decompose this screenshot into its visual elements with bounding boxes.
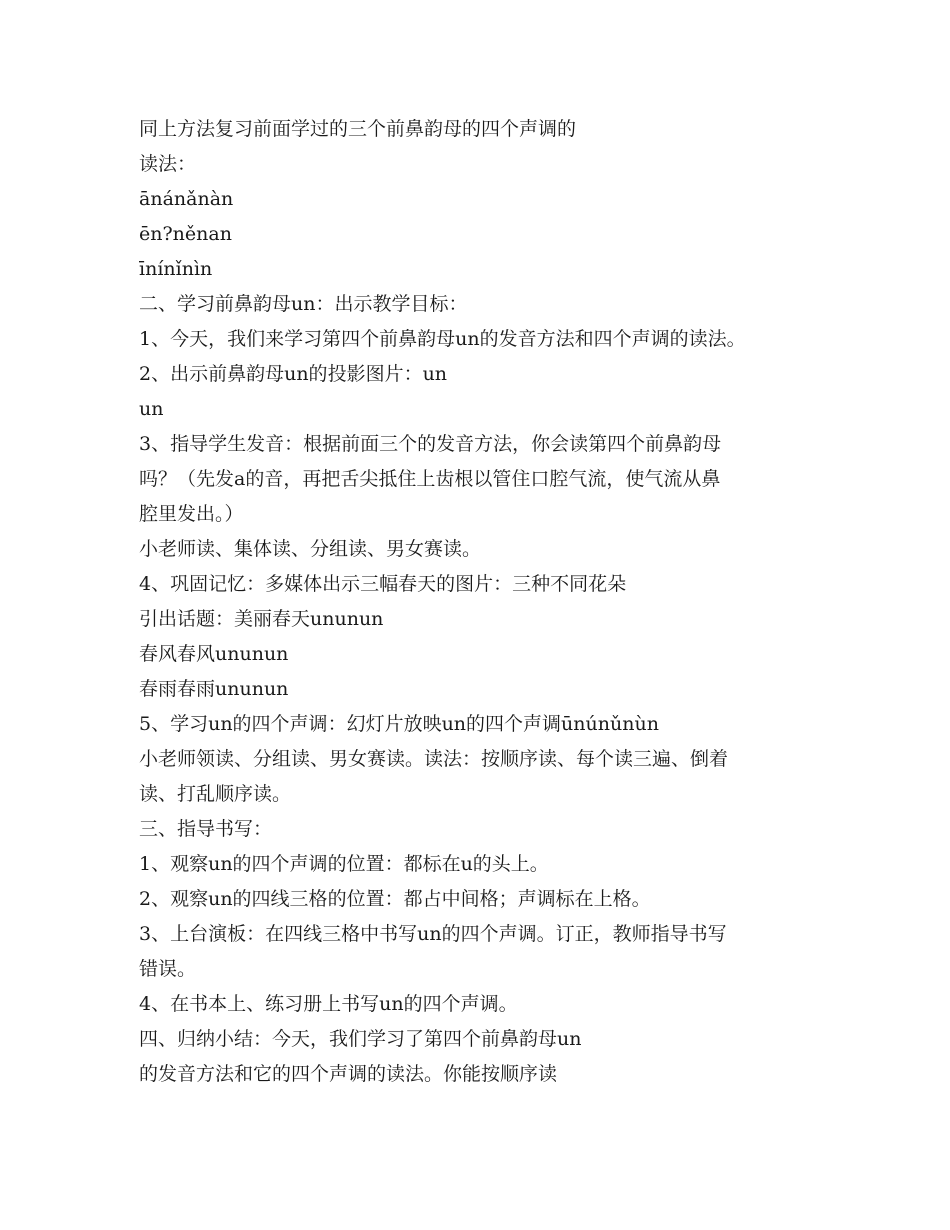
- text-line: 小老师领读、分组读、男女赛读。读法：按顺序读、每个读三遍、倒着: [139, 748, 729, 770]
- pinyin-line: īnínǐnìn: [139, 258, 213, 280]
- document-body: [139, 112, 829, 1092]
- text-line: 读、打乱顺序读。: [139, 783, 292, 805]
- text-line: 小老师读、集体读、分组读、男女赛读。: [139, 538, 482, 560]
- text-line: 春风春风ununun: [139, 643, 289, 665]
- text-line: 4、在书本上、练习册上书写un的四个声调。: [139, 993, 518, 1015]
- text-line: 读法：: [139, 153, 197, 175]
- text-line: 错误。: [139, 958, 197, 980]
- text-line: 吗？（先发a的音，再把舌尖抵住上齿根以管住口腔气流，使气流从鼻: [139, 468, 721, 490]
- text-line: 1、观察un的四个声调的位置：都标在u的头上。: [139, 853, 549, 875]
- text-line: 4、巩固记忆：多媒体出示三幅春天的图片：三种不同花朵: [139, 573, 627, 595]
- text-line: 引出话题：美丽春天ununun: [139, 608, 384, 630]
- text-line: 2、出示前鼻韵母un的投影图片：un: [139, 363, 448, 385]
- pinyin-line: ānánǎnàn: [139, 188, 234, 210]
- text-line: 2、观察un的四线三格的位置：都占中间格；声调标在上格。: [139, 888, 651, 910]
- text-line: 腔里发出。）: [139, 503, 244, 525]
- text-line: 5、学习un的四个声调：幻灯片放映un的四个声调ūnúnǔnùn: [139, 713, 659, 735]
- text-line: 1、今天，我们来学习第四个前鼻韵母un的发音方法和四个声调的读法。: [139, 328, 746, 350]
- text-line: 3、上台演板：在四线三格中书写un的四个声调。订正，教师指导书写: [139, 923, 727, 945]
- section-heading: 二、学习前鼻韵母un：出示教学目标：: [139, 293, 468, 315]
- text-line: un: [139, 398, 164, 420]
- text-line: 春雨春雨ununun: [139, 678, 289, 700]
- section-heading: 三、指导书写：: [139, 818, 273, 840]
- pinyin-line: ēn?něnan: [139, 223, 232, 245]
- text-line: 3、指导学生发音：根据前面三个的发音方法，你会读第四个前鼻韵母: [139, 433, 722, 455]
- text-line: 的发音方法和它的四个声调的读法。你能按顺序读: [139, 1063, 558, 1085]
- text-line: 同上方法复习前面学过的三个前鼻韵母的四个声调的: [139, 118, 577, 140]
- section-heading: 四、归纳小结：今天，我们学习了第四个前鼻韵母un: [139, 1028, 582, 1050]
